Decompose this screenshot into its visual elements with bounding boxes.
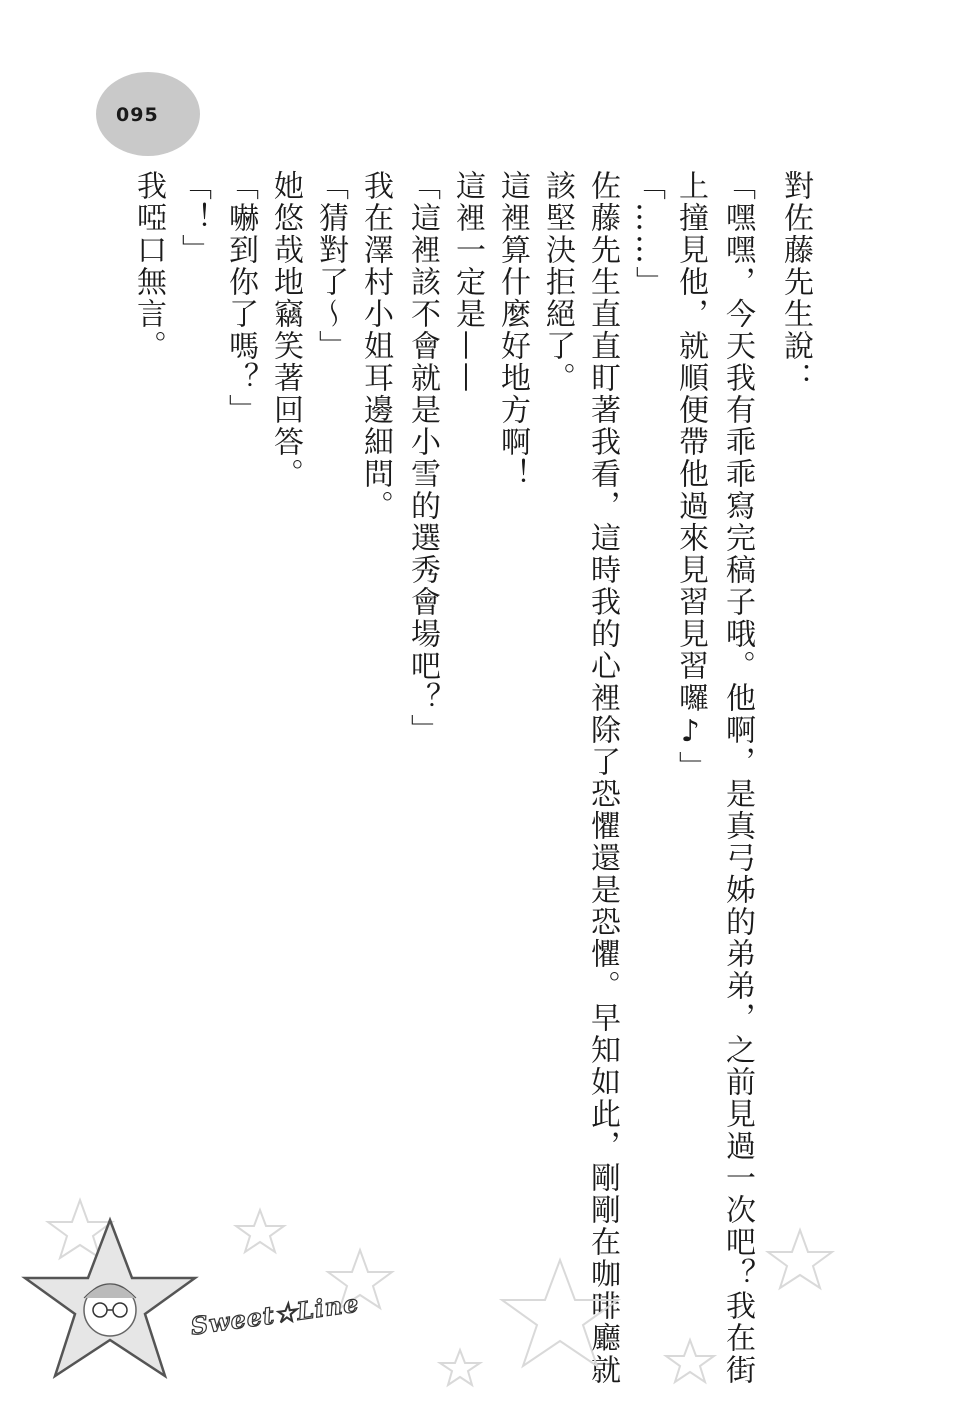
text-column-13: 「嚇到你了嗎？」 [223, 170, 258, 426]
text-column-4: 「……」 [630, 170, 665, 298]
text-column-3: 上撞見他，就順便帶他過來見習見習囉♪」 [673, 170, 708, 783]
text-column-14: 「！」 [176, 170, 211, 266]
text-column-8: 這裡一定是—— [450, 170, 485, 394]
text-column-15: 我啞口無言。 [131, 170, 166, 362]
text-column-1: 對佐藤先生說： [778, 170, 813, 394]
text-column-11: 「猜對了～」 [313, 170, 348, 362]
text-column-6: 該堅決拒絕了。 [540, 170, 575, 394]
text-column-7: 這裡算什麼好地方啊！ [495, 170, 530, 490]
star-decoration [0, 1190, 960, 1409]
text-column-10: 我在澤村小姐耳邊細問。 [358, 170, 393, 522]
page-number: 095 [116, 104, 159, 126]
mascot-star-icon [25, 1220, 195, 1376]
sweet-line-logo: Sweet★Line [188, 1288, 362, 1341]
text-column-12: 她悠哉地竊笑著回答。 [268, 170, 303, 490]
text-column-2: 「嘿嘿，今天我有乖乖寫完稿子哦。他啊，是真弓姊的弟弟，之前見過一次吧？我在街 [720, 170, 755, 1386]
text-column-9: 「這裡該不會就是小雪的選秀會場吧？」 [405, 170, 440, 746]
text-column-5: 佐藤先生直直盯著我看，這時我的心裡除了恐懼還是恐懼。早知如此，剛剛在咖啡廳就 [585, 170, 620, 1386]
